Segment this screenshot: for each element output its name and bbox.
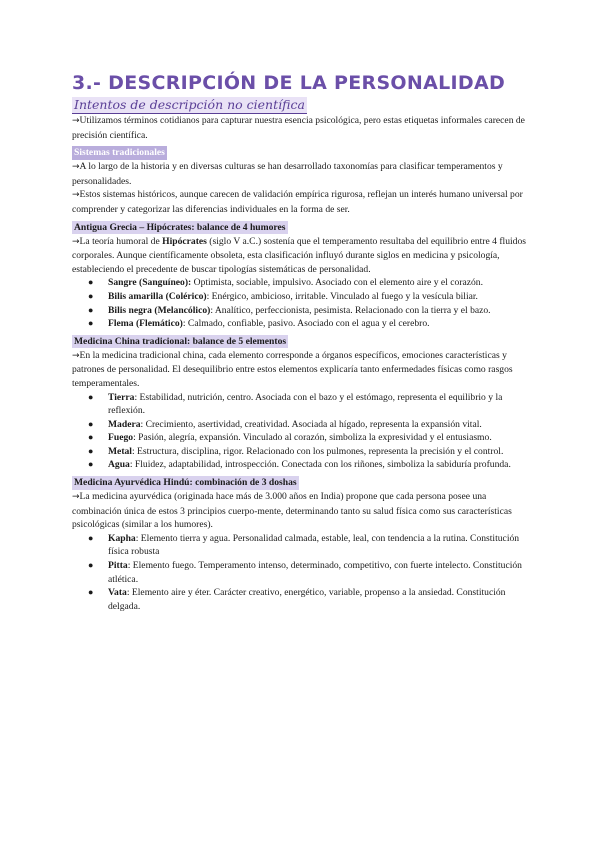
paragraph-text: Estos sistemas históricos, aunque carecen de validación empírica rigurosa, reflejan un interés humano universal por comprender y categorizar las diferencias individuales en la forma de ser. (72, 189, 523, 215)
item-desc: : Estabilidad, nutrición, centro. Asociada con el bazo y el estómago, representa el equilibrio y la reflexión. (108, 391, 503, 417)
item-term: Sangre (Sanguíneo): (108, 277, 192, 289)
bullet-icon: ● (88, 418, 94, 429)
paragraph (72, 490, 528, 532)
item-term: Bilis negra (Melancólico) (108, 304, 211, 316)
paragraph (72, 235, 528, 277)
bullet-icon: ● (88, 391, 94, 402)
list-item (72, 391, 528, 418)
list-item (72, 445, 528, 459)
elements-list (72, 391, 528, 473)
list-item (72, 304, 528, 318)
paragraph (72, 349, 528, 391)
bullet-icon: ● (88, 290, 94, 301)
arrow-icon: → (72, 492, 80, 503)
arrow-icon: → (72, 236, 80, 247)
item-term: Fuego (108, 432, 134, 444)
item-term: Tierra (108, 391, 135, 403)
section-heading-greece: Antigua Grecia – Hipócrates: balance de 4 humores (74, 221, 286, 233)
bullet-icon: ● (88, 318, 94, 329)
section-heading-china: Medicina China tradicional: balance de 5 elementos (74, 335, 287, 347)
paragraph-text: (siglo V a.C.) sostenía que el temperamento resultaba del equilibrio entre 4 fluidos corporales. Aunque científicamente obsoleta, esta clasificación influyó durante siglos en medicina y psicología, estableciendo el precedente de buscar tipologías sistemáticas de personalidad. (72, 235, 526, 275)
list-item (72, 586, 528, 613)
item-term: Pitta (108, 560, 128, 572)
intro-text: Utilizamos términos cotidianos para capturar nuestra esencia psicológica, pero estas etiquetas informales carecen de precisión científica. (72, 115, 525, 141)
list-item (72, 559, 528, 586)
arrow-icon: → (72, 350, 80, 361)
list-item (72, 532, 528, 559)
paragraph-text: La teoría humoral de (79, 235, 163, 247)
item-term: Kapha (108, 532, 136, 544)
item-desc: : Analítico, perfeccionista, pesimista. Relacionado con la tierra y el bazo. (210, 304, 491, 316)
item-desc: : Enérgico, ambicioso, irritable. Vinculado al fuego y la vesícula biliar. (206, 290, 478, 302)
section-heading-ayurveda: Medicina Ayurvédica Hindú: combinación de 3 doshas (74, 477, 297, 489)
bullet-icon: ● (88, 432, 94, 443)
item-desc: : Calmado, confiable, pasivo. Asociado con el agua y el cerebro. (182, 318, 430, 330)
item-desc: : Pasión, alegría, expansión. Vinculado al corazón, simboliza la expresividad y el entusiasmo. (133, 432, 492, 444)
bullet-icon: ● (88, 560, 94, 571)
bold-term: Hipócrates (162, 235, 207, 247)
list-item (72, 431, 528, 445)
bullet-icon: ● (88, 532, 94, 543)
bullet-icon: ● (88, 459, 94, 470)
item-desc: : Fluidez, adaptabilidad, introspección. Conectada con los riñones, simboliza la sabiduría profunda. (129, 459, 511, 471)
arrow-icon: → (72, 190, 80, 201)
list-item (72, 458, 528, 472)
bullet-icon: ● (88, 587, 94, 598)
list-item (72, 290, 528, 304)
arrow-icon: → (72, 116, 80, 126)
item-desc: : Estructura, disciplina, rigor. Relacionado con los pulmones, representa la precisión y el control. (131, 445, 504, 457)
paragraph-text: A lo largo de la historia y en diversas culturas se han desarrollado taxonomías para clasificar temperamentos y personalidades. (72, 161, 503, 187)
page-title: 3.- DESCRIPCIÓN DE LA PERSONALIDAD (72, 72, 506, 94)
bullet-icon: ● (88, 277, 94, 288)
item-term: Madera (108, 418, 141, 430)
item-term: Vata (108, 587, 127, 599)
heading-row (72, 217, 528, 235)
paragraph-text: La medicina ayurvédica (originada hace más de 3.000 años en India) propone que cada persona posee una combinación única de estos 3 principios cuerpo-mente, determinando tanto su salud física como sus características psicológicas (similar a los humores). (72, 491, 512, 531)
heading-row (72, 142, 528, 160)
bullet-icon: ● (88, 304, 94, 315)
item-term: Flema (Flemático) (108, 318, 183, 330)
intro-paragraph (72, 114, 528, 142)
item-term: Bilis amarilla (Colérico) (108, 290, 207, 302)
section-subtitle: Intentos de descripción no científica (74, 97, 305, 112)
humors-list (72, 276, 528, 330)
list-item (72, 418, 528, 432)
doshas-list (72, 532, 528, 614)
section-heading-traditional: Sistemas tradicionales (74, 147, 165, 159)
arrow-icon: → (72, 162, 80, 173)
list-item (72, 317, 528, 331)
document-page (72, 70, 528, 613)
heading-row (72, 331, 528, 349)
list-item (72, 276, 528, 290)
item-desc: : Elemento aire y éter. Carácter creativo, energético, variable, propenso a la ansiedad. Constitución delgada. (108, 587, 506, 612)
item-desc: : Crecimiento, asertividad, creatividad. Asociada al hígado, representa la expansión vital. (140, 418, 482, 430)
item-desc: : Elemento tierra y agua. Personalidad calmada, estable, leal, con tendencia a la rutina. Constitución física robusta (108, 532, 520, 558)
item-desc: : Elemento fuego. Temperamento intenso, determinado, competitivo, con fuerte intelecto. Constitución atlética. (108, 560, 522, 585)
item-desc: Optimista, sociable, impulsivo. Asociado con el elemento aire y el corazón. (191, 277, 483, 289)
item-term: Metal (108, 445, 132, 457)
heading-row (72, 472, 528, 490)
paragraph-text: En la medicina tradicional china, cada elemento corresponde a órganos específicos, emociones características y patrones de personalidad. El desequilibrio entre estos elementos explicaría tanto enfermedades físicas como rasgos temperamentales. (72, 349, 513, 389)
item-term: Agua (108, 459, 130, 471)
bullet-icon: ● (88, 445, 94, 456)
paragraph (72, 160, 528, 188)
subtitle-row (72, 96, 528, 114)
paragraph (72, 188, 528, 216)
